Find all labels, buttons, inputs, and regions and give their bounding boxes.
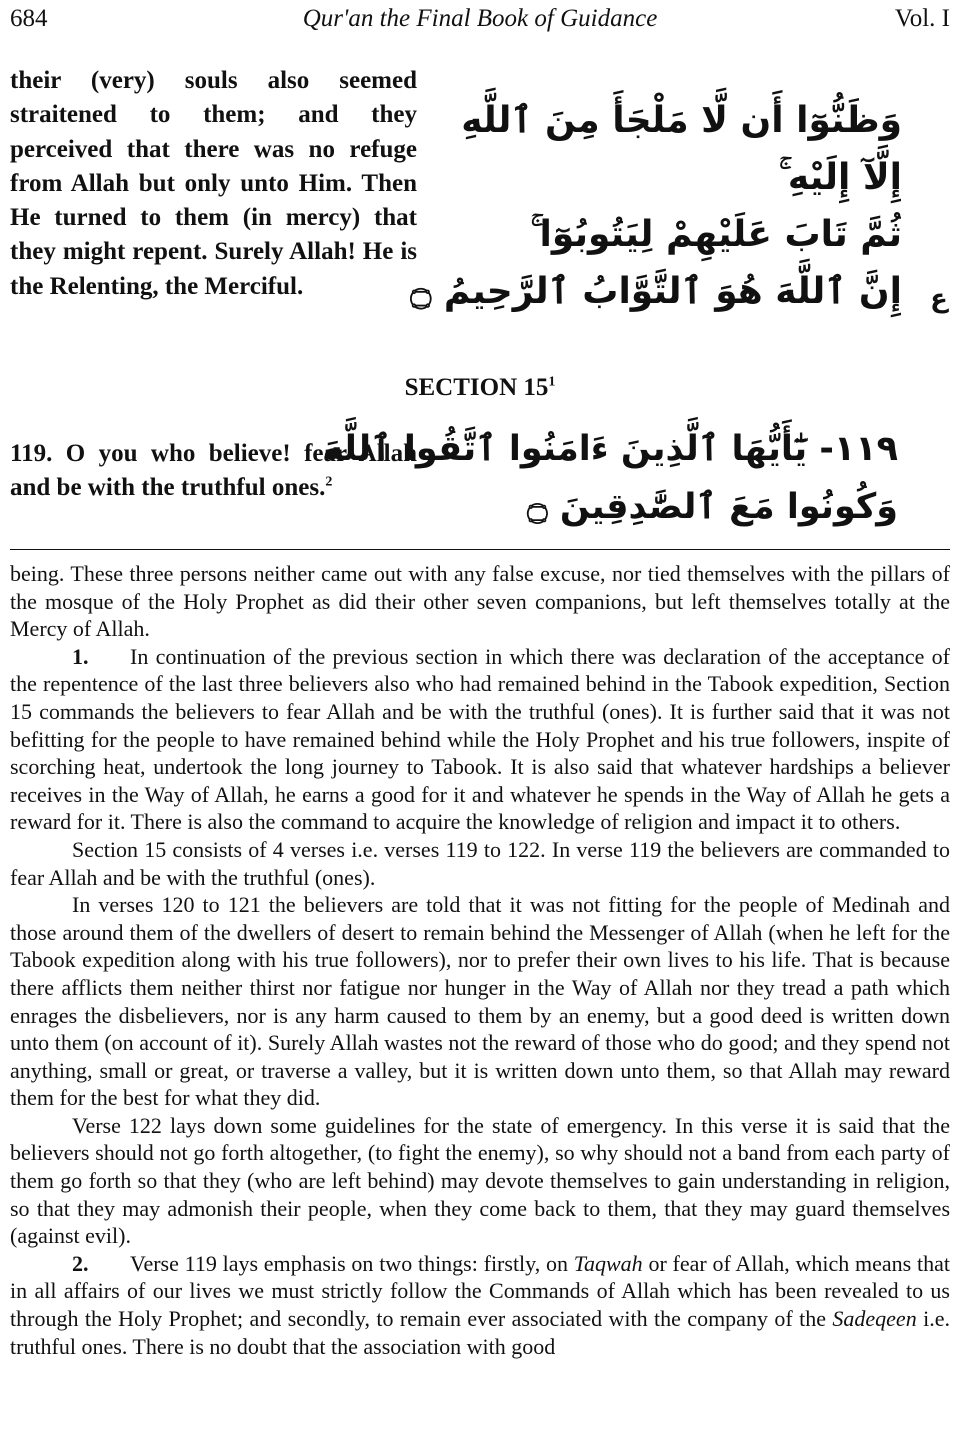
note-number: 2. [72,1250,89,1276]
section-heading [0,372,960,404]
footnote-ref: 2 [325,474,333,490]
term-taqwah: Taqwah [573,1250,643,1276]
arabic-line: إِنَّ ٱللَّهَ هُوَ ٱلتَّوَّابُ ٱلرَّحِيمُ ۝ [410,271,902,312]
volume-label: Vol. I [894,5,950,32]
term-sadeqeen: Sadeqeen [832,1306,917,1332]
commentary-paragraph: In verses 120 to 121 the believers are told that it was not fitting for the people of Medinah and those around them of the dwellers of desert to remain behind the Messenger of Allah (when he left for the Tabook expedition along with his true followers), nor to prefer their own lives to his life. That is because there afflicts them neither thirst nor fatigue nor hunger in the Way of Allah nor they tread a path which enrages the disbelievers, nor is any harm caused to them by an enemy, but a good deed is written down unto them (on account of it). Surely Allah wastes not the reward of those who do good; and they spend not anything, small or great, or traverse a valley, but it is written down unto them, so that Allah may reward them for the best for what they did. [10,892,950,1111]
arabic-line: وَكُونُوا مَعَ ٱلصَّٰدِقِينَ ۝ [527,487,898,527]
arabic-verse-119 [322,420,898,536]
footnote-divider [10,549,950,550]
commentary [10,560,950,1360]
running-header [10,2,950,36]
note-text: Verse 119 lays emphasis on two things: firstly, on [130,1250,569,1276]
page-number: 684 [10,5,48,32]
section-title: SECTION 15 [404,374,549,401]
book-title: Qur'an the Final Book of Guidance [302,5,658,32]
arabic-line: وَظَنُّوٓا أَن لَّا مَلْجَأَ مِنَ ٱللَّهِ [461,100,902,141]
commentary-paragraph: Verse 122 lays down some guidelines for the state of emergency. In this verse it is said that the believers should not go forth altogether, (to fight the enemy), so why should not a band from each party of them go forth so that they (who are left behind) may devote themselves to gain understanding in religion, so that they may admonish their people, when they come back to them, that they may guard themselves (against evil). [10,1112,950,1249]
arabic-verse-118-end [410,92,902,320]
note-1 [10,643,950,836]
commentary-paragraph: being. These three persons neither came out with any false excuse, nor tied themselves with the pillars of the mosque of the Holy Prophet as did their other seven companions, but left themselves totally at the Mercy of Allah. [10,561,950,642]
note-2 [10,1250,950,1360]
verse-translation-118-end: their (very) souls also seemed straitened to them; and they perceived that there was no refuge from Allah but only unto Him. Then He turned to them (in mercy) that they might repent. Surely Allah! He is the Relenting, the Merciful. [10,67,417,300]
arabic-line: ١١٩- يَٰٓأَيُّهَا ٱلَّذِينَ ءَامَنُوا ٱتَّقُوا ٱللَّهَ [322,429,898,469]
note-number: 1. [72,643,89,669]
arabic-line: ثُمَّ تَابَ عَلَيْهِمْ لِيَتُوبُوٓا ۚ [530,214,902,255]
arabic-line: إِلَّآ إِلَيْهِ ۚ [778,157,902,198]
commentary-paragraph: Section 15 consists of 4 verses i.e. verses 119 to 122. In verse 119 the believers are commanded to fear Allah and be with the truthful (ones). [10,836,950,890]
note-text: i.e. truthful ones. There is no doubt that the association with good [10,1306,951,1359]
ruku-mark: ع [930,284,948,314]
note-text: In continuation of the previous section in which there was declaration of the acceptance of the repentence of the last three believers also who had remained behind in the Tabook expedition, Section 15 commands the believers to fear Allah and be with the truthful (ones). It is further said that it was not befitting for the people to have remained behind while the Holy Prophet and his true followers, inspite of scorching heat, undertook the long journey to Tabook. It is also said that whatever hardships a believer receives in the Way of Allah, he earns a good for it and whatever he spends in the Way of Allah he gets a reward for it. There is also the command to acquire the knowledge of religion and impact it to others. [10,643,950,835]
verse-119-text: 119. O you who believe! fear Allah and be with the truthful ones. [10,440,417,502]
note-text: or fear of Allah, which means that in all affairs of our lives we must strictly follow the Commands of Allah which has been revealed to us through the Holy Prophet; and secondly, to remain ever associated with the company of the [10,1250,950,1332]
footnote-ref: 1 [548,374,556,390]
